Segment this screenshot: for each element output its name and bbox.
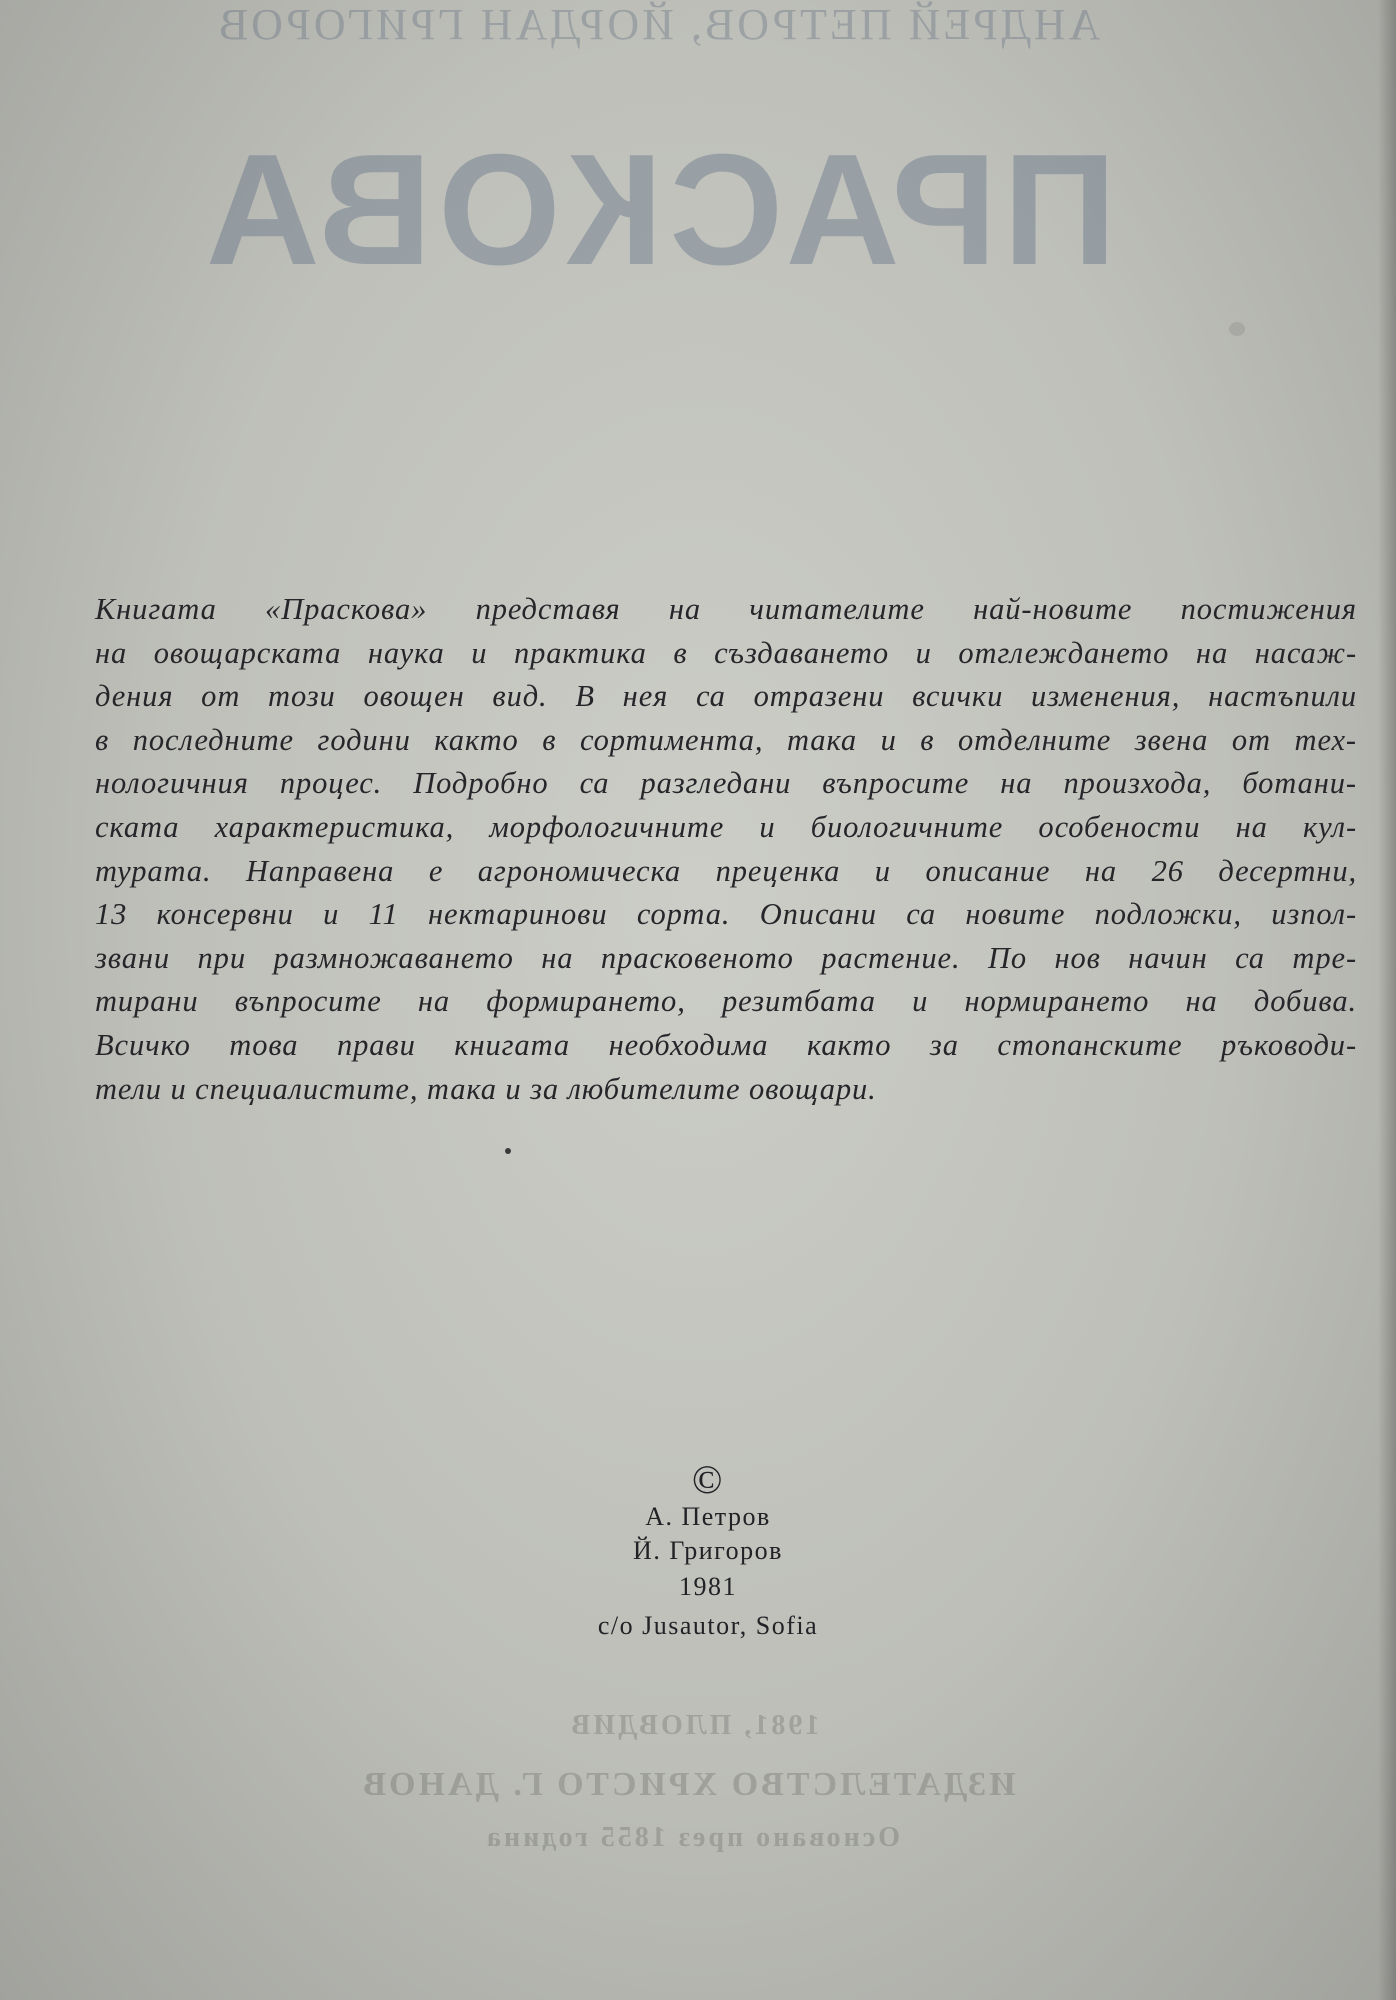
- bleed-through-authors: АНДРЕЙ ПЕТРОВ, ЙОРДАН ГРИГОРОВ: [215, 0, 1101, 49]
- page-edge-shadow: [1378, 0, 1396, 2000]
- annotation-line: нологичния процес. Подробно са разгледани въпросите на произхода, ботани-: [95, 766, 1357, 801]
- copyright-year: 1981: [679, 1572, 737, 1601]
- annotation-line: ската характеристика, морфологичните и биологичните особености на кул-: [95, 809, 1357, 844]
- bleed-through-footer-line-1: 1981, ПЛОВДИВ: [568, 1710, 820, 1741]
- annotation-line: Всичко това прави книгата необходима както за стопанските ръководи-: [95, 1027, 1357, 1062]
- annotation-line: звани при размножаването на прасковеното растение. По нов начин са тре-: [95, 940, 1357, 975]
- copyright-icon: ©: [692, 1457, 724, 1502]
- copyright-author-2: Й. Григоров: [633, 1536, 783, 1565]
- bleed-through-title: ПРАСКОВА: [199, 122, 1117, 298]
- paper-stain: [1229, 322, 1245, 336]
- annotation-line: 13 консервни и 11 нектаринови сорта. Описани са новите подложки, изпол-: [95, 897, 1357, 932]
- ink-speck: [505, 1148, 511, 1154]
- bleed-through-footer-line-3: Основано през 1855 година: [484, 1822, 900, 1853]
- annotation-line: в последните години както в сортимента, така и в отделните звена от тех-: [95, 722, 1357, 757]
- annotation-line: турата. Направена е агрономическа преценка и описание на 26 десертни,: [95, 853, 1357, 888]
- annotation-line: Книгата «Праскова» представя на читателите най-новите постижения: [95, 592, 1357, 626]
- annotation-line: тели и специалистите, така и за любителите овощари.: [95, 1071, 877, 1106]
- annotation-line: дения от този овощен вид. В нея са отразени всички изменения, настъпили: [95, 679, 1357, 714]
- bleed-through-footer-line-2: ИЗДАТЕЛСТВО ХРИСТО Г. ДАНОВ: [360, 1766, 1016, 1803]
- annotation-line: на овощарската наука и практика в създаването и отглеждането на насаж-: [95, 635, 1357, 670]
- book-annotation: [95, 588, 1357, 1111]
- copyright-agency: c/o Jusautor, Sofia: [597, 1611, 819, 1640]
- annotation-line: тирани въпросите на формирането, резитбата и нормирането на добива.: [95, 984, 1357, 1019]
- copyright-author-1: А. Петров: [645, 1502, 771, 1531]
